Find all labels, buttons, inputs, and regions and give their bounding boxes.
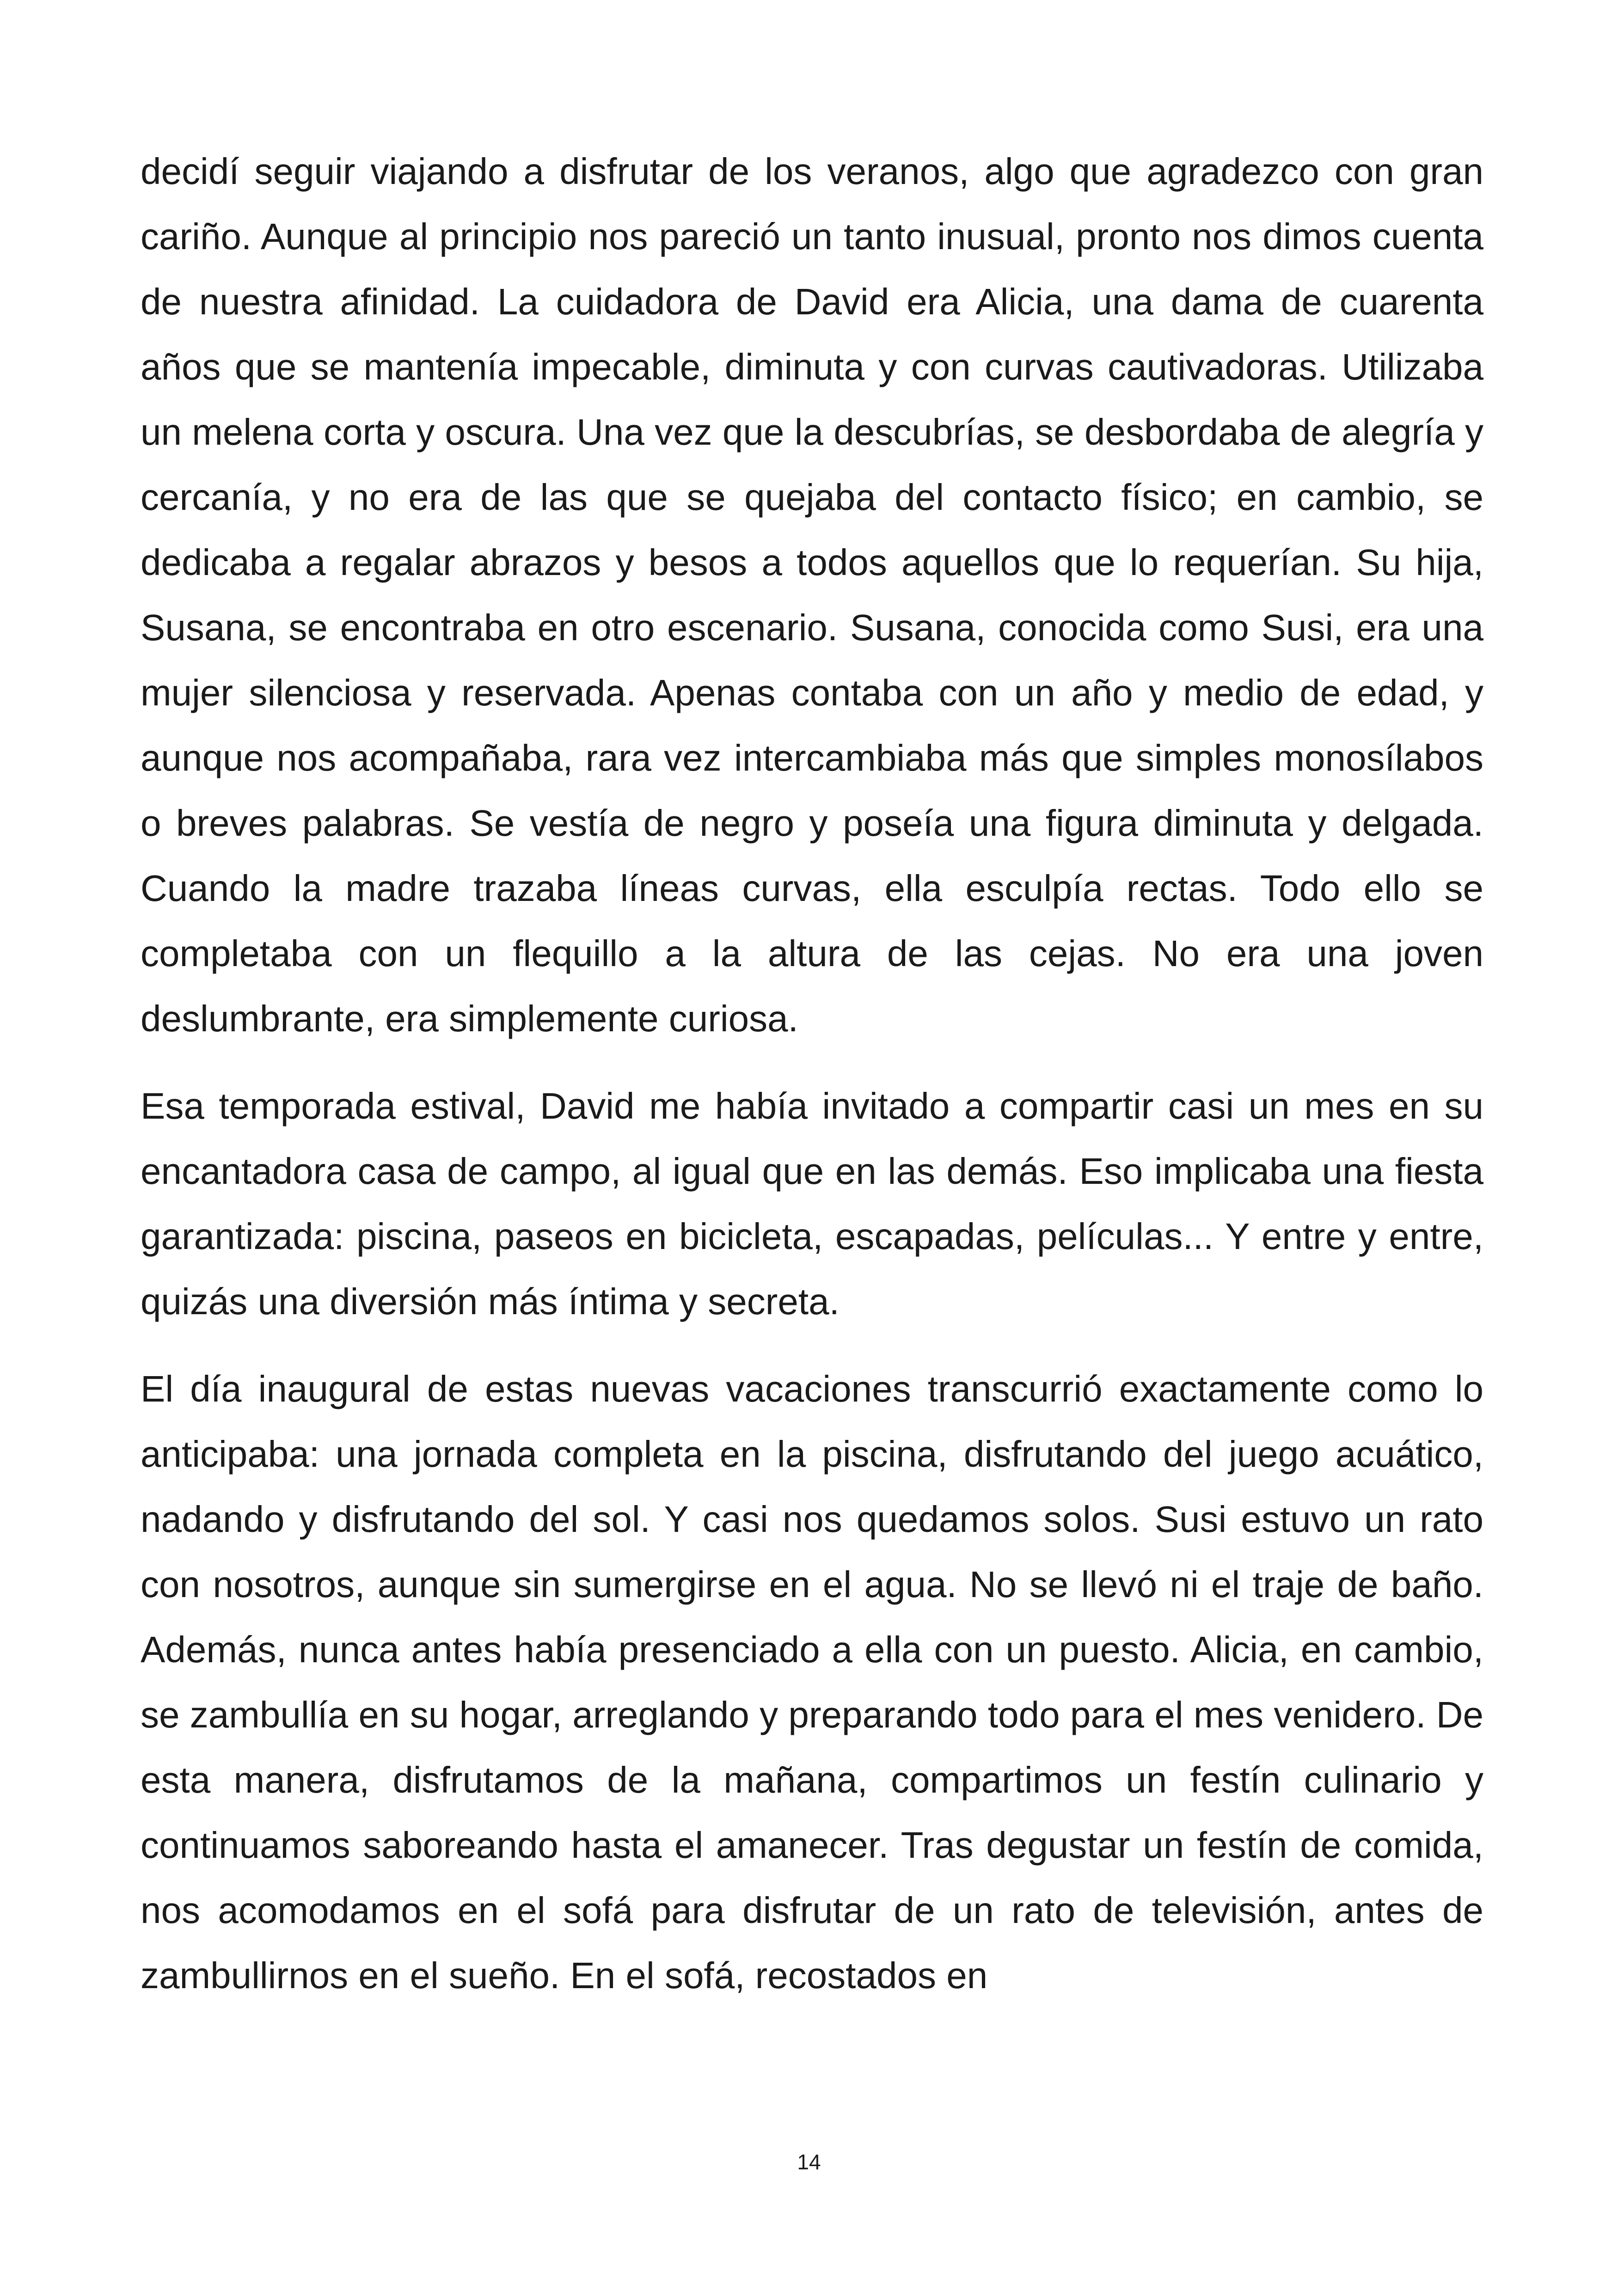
paragraph-1: decidí seguir viajando a disfrutar de los veranos, algo que agradezco con gran cariño. Aunque al principio nos pareció un tanto inusual, pronto nos dimos cuenta de nuestra afinidad. La cuidadora de David era Alicia, una dama de cuarenta años que se mantenía impecable, diminuta y con curvas cautivadoras. Utilizaba un melena corta y oscura. Una vez que la descubrías, se desbordaba de alegría y cercanía, y no era de las que se quejaba del contacto físico; en cambio, se dedicaba a regalar abrazos y besos a todos aquellos que lo requerían. Su hija, Susana, se encontraba en otro escenario. Susana, conocida como Susi, era una mujer silenciosa y reservada. Apenas contaba con un año y medio de edad, y aunque nos acompañaba, rara vez intercambiaba más que simples monosílabos o breves palabras. Se vestía de negro y poseía una figura diminuta y delgada. Cuando la madre trazaba líneas curvas, ella esculpía rectas. Todo ello se completaba con un flequillo a la altura de las cejas. No era una joven deslumbrante, era simplemente curiosa.	[141, 151, 1483, 1039]
paragraph-3: El día inaugural de estas nuevas vacaciones transcurrió exactamente como lo anticipaba: una jornada completa en la piscina, disfrutando del juego acuático, nadando y disfrutando del sol. Y casi nos quedamos solos. Susi estuvo un rato con nosotros, aunque sin sumergirse en el agua. No se llevó ni el traje de baño. Además, nunca antes había presenciado a ella con un puesto. Alicia, en cambio, se zambullía en su hogar, arreglando y preparando todo para el mes venidero. De esta manera, disfrutamos de la mañana, compartimos un festín culinario y continuamos saboreando hasta el amanecer. Tras degustar un festín de comida, nos acomodamos en el sofá para disfrutar de un rato de televisión, antes de zambullirnos en el sueño. En el sofá, recostados en	[141, 1368, 1483, 1996]
body-text	[141, 139, 1483, 2030]
paragraph-2: Esa temporada estival, David me había invitado a compartir casi un mes en su encantadora casa de campo, al igual que en las demás. Eso implicaba una fiesta garantizada: piscina, paseos en bicicleta, escapadas, películas... Y entre y entre, quizás una diversión más íntima y secreta.	[141, 1085, 1483, 1322]
page-number: 14	[797, 2150, 821, 2174]
